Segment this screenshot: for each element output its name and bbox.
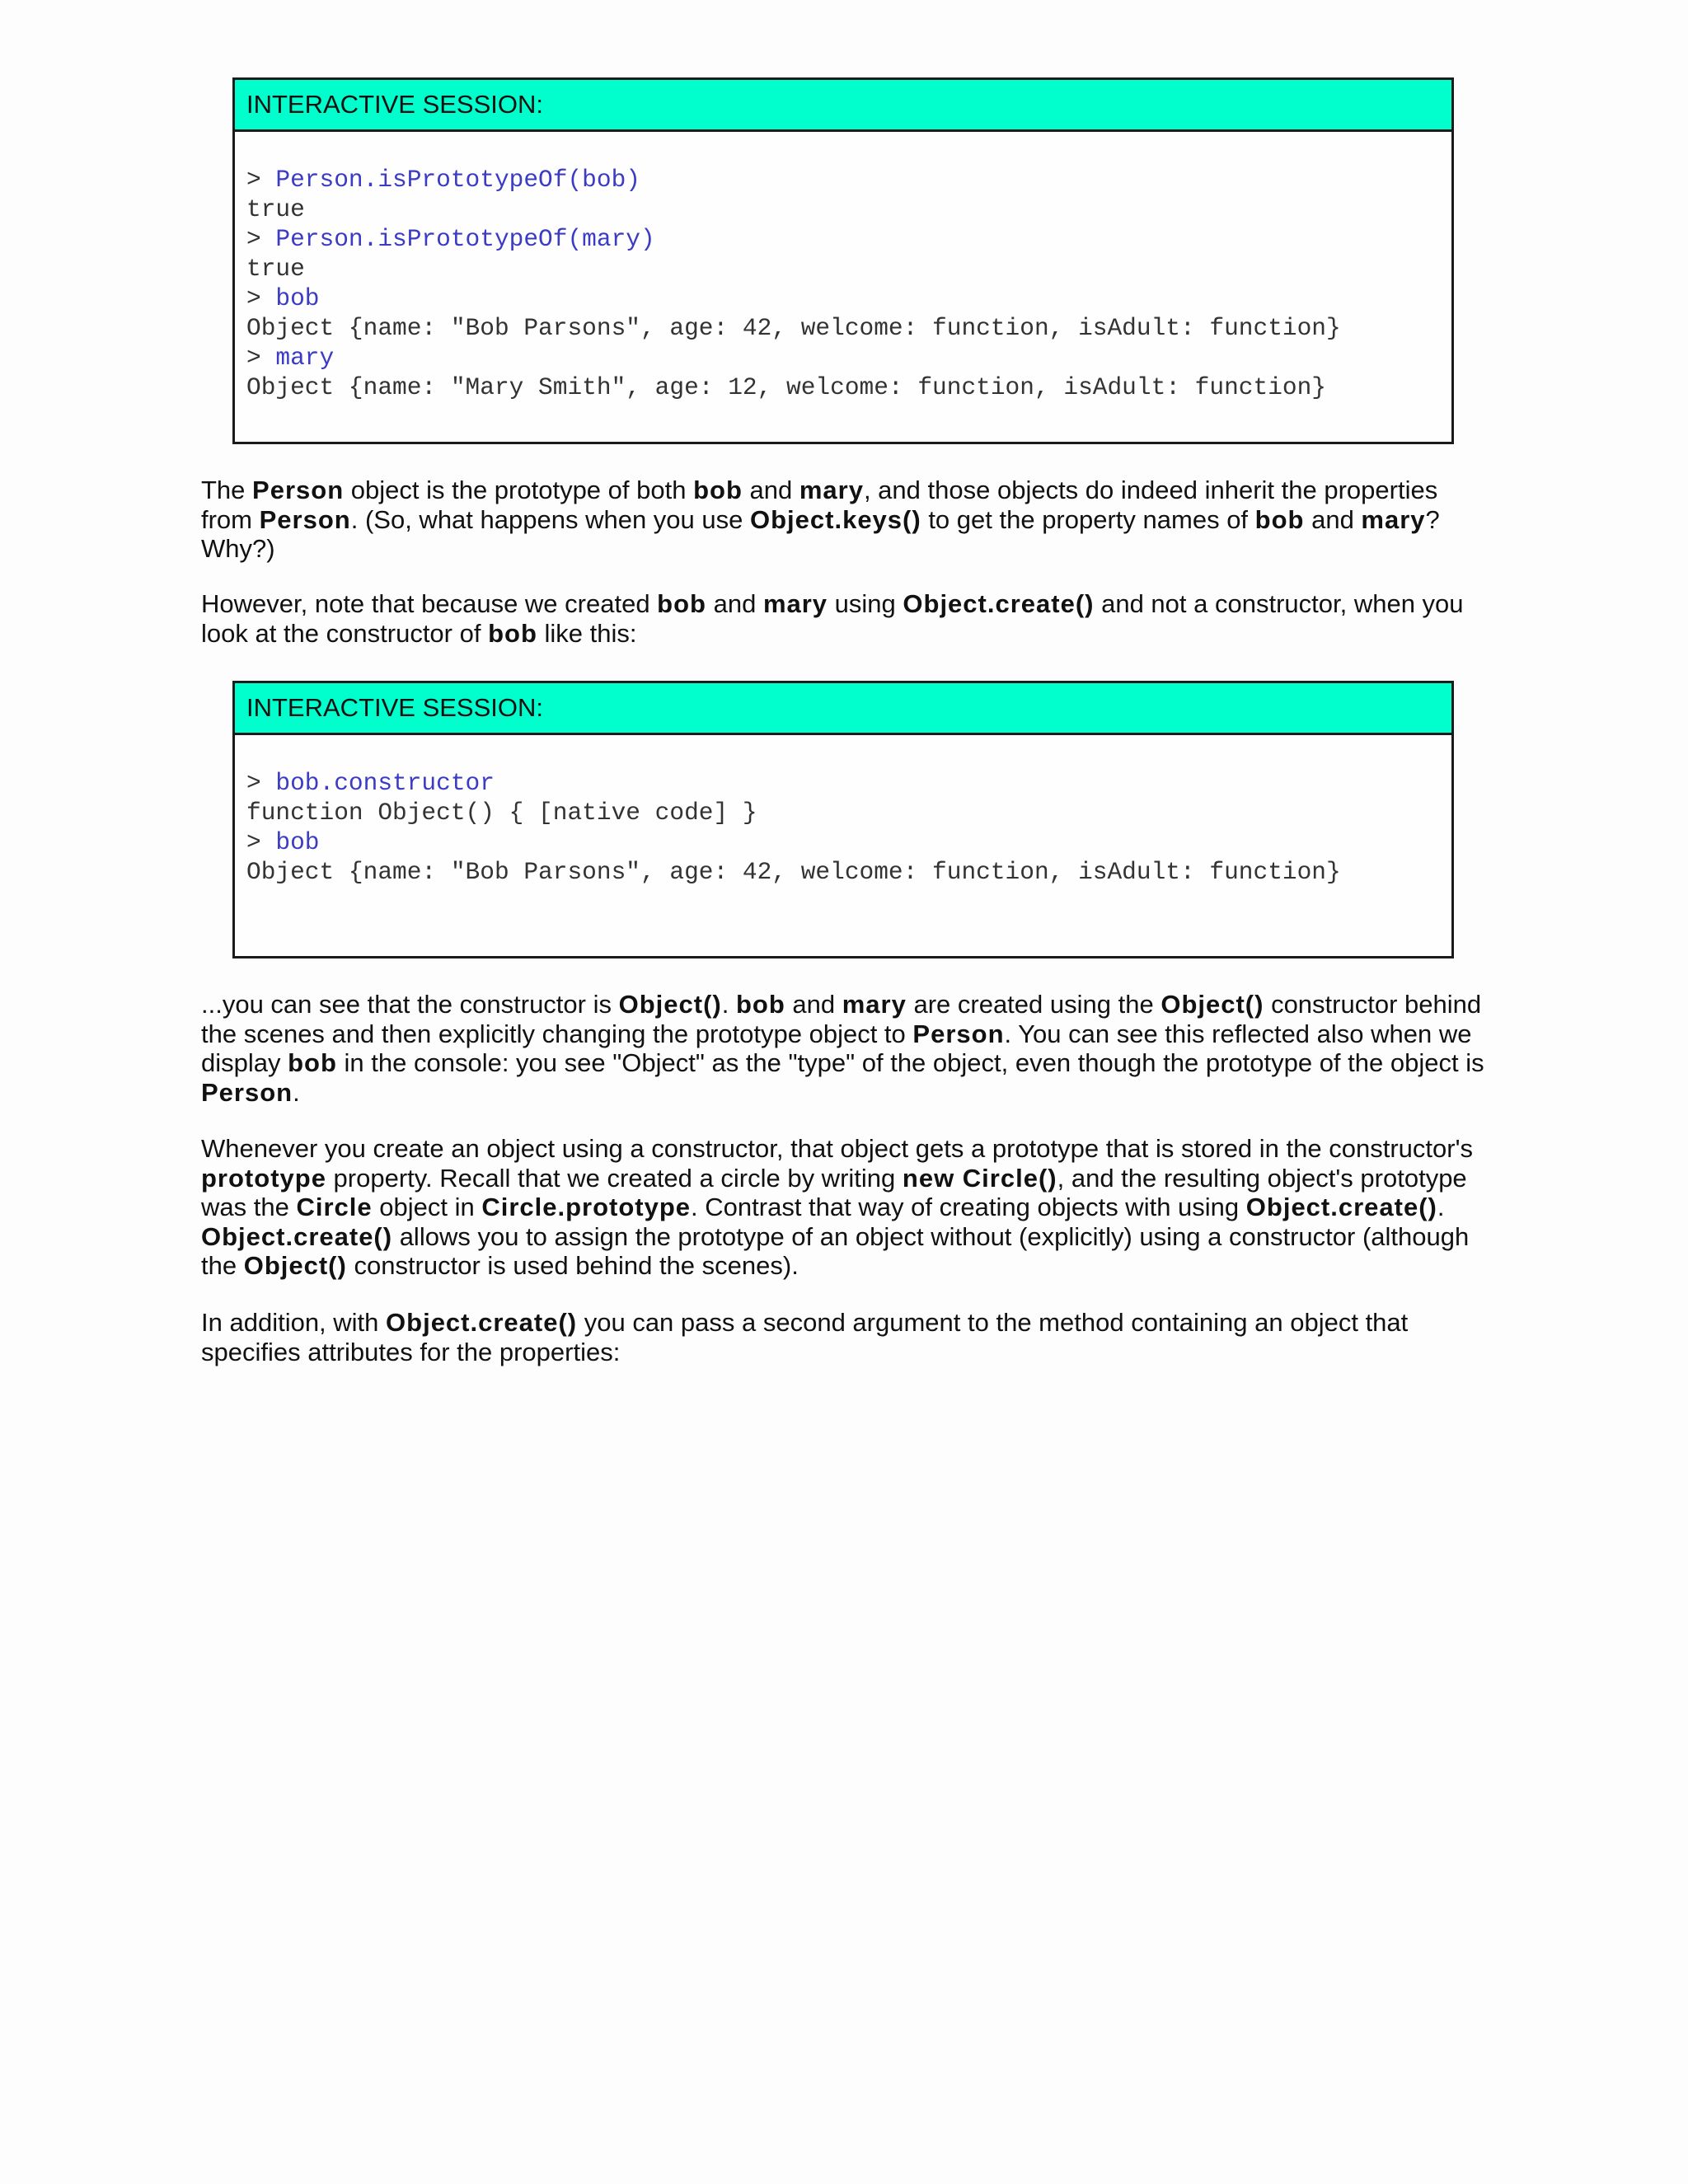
interactive-session-2 bbox=[232, 681, 1454, 958]
paragraph-whenever-constructor: Whenever you create an object using a constructor, that object gets a prototype that is stored in the constructor's prototype property. Recall that we created a circle by writing new Circle(), and the resulting object's prototype was the Circle object in Circle.prototype. Contrast that way of creating objects with using Object.create(). Object.create() allows you to assign the prototype of an object without (explicitly) using a constructor (although the Object() constructor is used behind the scenes). bbox=[201, 1134, 1473, 1281]
console-input: bob bbox=[275, 284, 320, 312]
session-body bbox=[235, 735, 1451, 887]
console-line: > mary bbox=[246, 344, 335, 372]
console-line: > Person.isPrototypeOf(bob) bbox=[246, 166, 640, 194]
console-line: > bob bbox=[246, 828, 320, 856]
console-input: bob bbox=[275, 828, 320, 856]
console-input: mary bbox=[275, 344, 335, 372]
console-output: Object {name: "Mary Smith", age: 12, welcome: function, isAdult: function} bbox=[246, 373, 1327, 401]
console-output: Object {name: "Bob Parsons", age: 42, welcome: function, isAdult: function} bbox=[246, 858, 1341, 886]
console-input: bob.constructor bbox=[275, 769, 495, 797]
paragraph-however: However, note that because we created bob and mary using Object.create() and not a constructor, when you look at the constructor of bob like this: bbox=[201, 589, 1464, 648]
session-header: INTERACTIVE SESSION: bbox=[235, 683, 1451, 735]
console-line: > bob bbox=[246, 284, 320, 312]
paragraph-prototype-of: The Person object is the prototype of both bob and mary, and those objects do indeed inherit the properties from Person. (So, what happens when you use Object.keys() to get the property names of bob and mary? Why?) bbox=[201, 476, 1440, 564]
paragraph-in-addition: In addition, with Object.create() you can pass a second argument to the method containing an object that specifies attributes for the properties: bbox=[201, 1308, 1409, 1366]
console-output: true bbox=[246, 195, 305, 223]
interactive-session-1 bbox=[232, 77, 1454, 444]
paragraph-constructor-is-object: ...you can see that the constructor is Object(). bob and mary are created using the Object() constructor behind the scenes and then explicitly changing the prototype object to Person. You can see this reflected also when we display bob in the console: you see "Object" as the "type" of the object, even though the prototype of the object is Person. bbox=[201, 990, 1484, 1107]
console-output: function Object() { [native code] } bbox=[246, 799, 757, 827]
console-line: > bob.constructor bbox=[246, 769, 495, 797]
console-input: Person.isPrototypeOf(mary) bbox=[275, 225, 655, 253]
session-body bbox=[235, 132, 1451, 402]
console-line: > Person.isPrototypeOf(mary) bbox=[246, 225, 655, 253]
console-output: Object {name: "Bob Parsons", age: 42, welcome: function, isAdult: function} bbox=[246, 314, 1341, 342]
session-header: INTERACTIVE SESSION: bbox=[235, 80, 1451, 132]
console-input: Person.isPrototypeOf(bob) bbox=[275, 166, 640, 194]
console-output: true bbox=[246, 255, 305, 283]
